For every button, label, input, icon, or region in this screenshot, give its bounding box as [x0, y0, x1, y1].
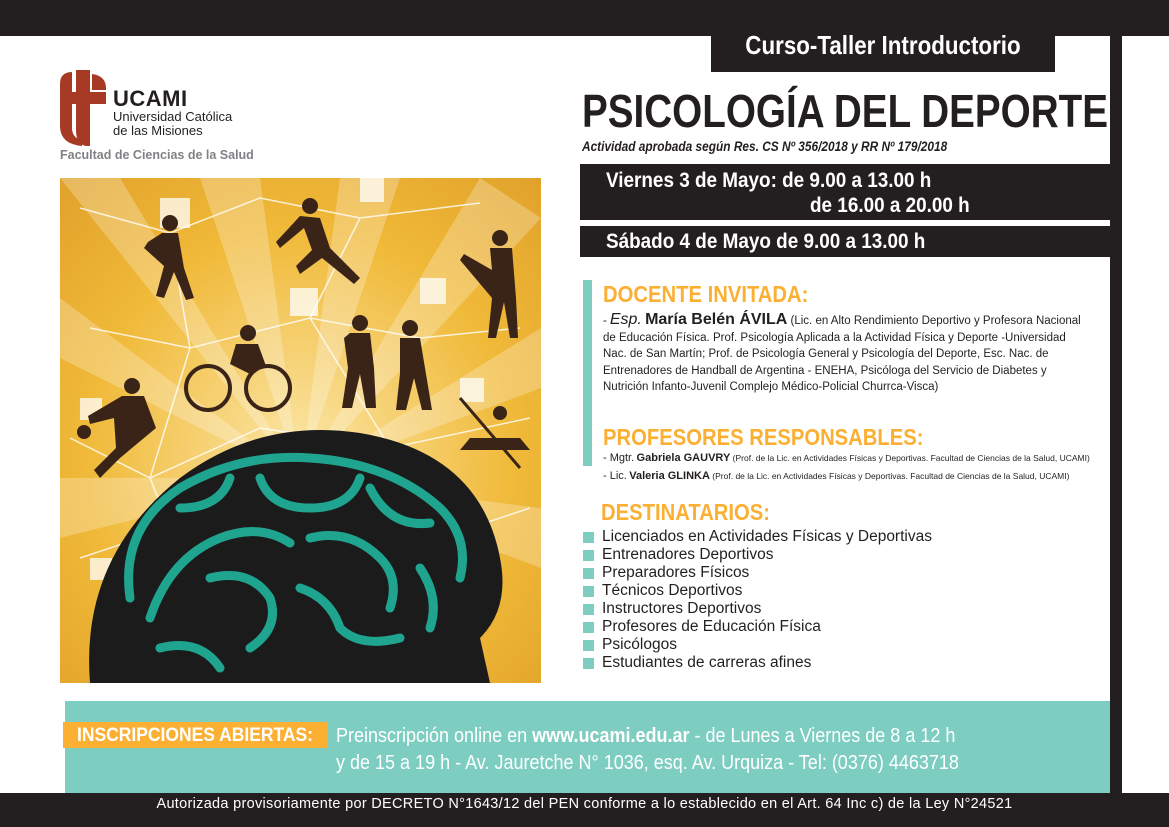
logo-subtitle-line-2: de las Misiones [113, 123, 203, 138]
teal-square-icon [583, 532, 594, 543]
page-title: PSICOLOGÍA DEL DEPORTE [582, 85, 1109, 137]
course-type-label: Curso-Taller Introductorio [745, 30, 1021, 60]
teal-square-icon [583, 604, 594, 615]
list-item-label: Técnicos Deportivos [602, 582, 743, 599]
list-item [583, 582, 932, 600]
list-item-label: Estudiantes de carreras afines [602, 654, 812, 671]
audience-heading: DESTINATARIOS: [601, 499, 771, 525]
decree-note: Autorizada provisoriamente por DECRETO N°1643/12 del PEN conforme a lo establecido en el Art. 64 Inc c) de la Ley N°24521 [156, 796, 1013, 812]
teal-square-icon [583, 568, 594, 579]
logo-subtitle [113, 110, 232, 138]
list-item [583, 546, 932, 564]
list-item-label: Licenciados en Actividades Físicas y Deportivas [602, 528, 932, 545]
registration-line-1 [336, 725, 955, 748]
professor-item [603, 452, 1090, 464]
professors-heading: PROFESORES RESPONSABLES: [603, 424, 924, 450]
registration-label: INSCRIPCIONES ABIERTAS: [63, 722, 328, 748]
guest-prefix: Esp. [609, 311, 642, 328]
schedule-day-2: Sábado 4 de Mayo de 9.00 a 13.00 h [606, 230, 926, 253]
teal-square-icon [583, 658, 594, 669]
registration-url-link[interactable]: www.ucami.edu.ar [532, 725, 690, 747]
course-type-tag [711, 22, 1055, 72]
list-item [583, 564, 932, 582]
teal-square-icon [583, 586, 594, 597]
faculty-label: Facultad de Ciencias de la Salud [60, 148, 254, 162]
professor-item [603, 470, 1069, 482]
teal-square-icon [583, 550, 594, 561]
guest-bio: (Lic. en Alto Rendimiento Deportivo y Profesora Nacional de Educación Física. Prof. Psicología Aplicada a la Actividad Física y Deporte -Universidad Nac. de San Martín; Prof. de Psicología General y Psicología del Deporte, Esc. Nac. de Entrenadores de Handball de Argentina - ENEHA, Psicóloga del Servicio de Diabetes y Nutrición Infanto-Juvenil Complejo Médico-Policial Churrca-Visca) [603, 315, 1081, 393]
list-item-label: Profesores de Educación Física [602, 618, 821, 635]
schedule-day-1-line-2: de 16.00 a 20.00 h [810, 194, 970, 217]
registration-line-2: y de 15 a 19 h - Av. Jauretche N° 1036, esq. Av. Urquiza - Tel: (0376) 4463718 [336, 752, 959, 774]
sports-brain-illustration-icon [60, 178, 541, 683]
professor-title: - Mgtr. [603, 452, 635, 464]
list-item-label: Preparadores Físicos [602, 564, 750, 581]
teal-square-icon [583, 640, 594, 651]
list-item [583, 636, 932, 654]
list-item-label: Entrenadores Deportivos [602, 546, 774, 563]
list-item [583, 654, 932, 672]
list-item-label: Psicólogos [602, 636, 677, 653]
professor-name: Gabriela GAUVRY [636, 452, 731, 464]
professor-title: - Lic. [603, 470, 627, 482]
professor-note: (Prof. de la Lic. en Actividades Físicas y Deportivas. Facultad de Ciencias de la Salud, UCAMI) [732, 453, 1090, 463]
right-edge-bar [1110, 36, 1122, 808]
list-item-label: Instructores Deportivos [602, 600, 762, 617]
guest-bio-block [603, 312, 1083, 396]
guest-name: María Belén ÁVILA [645, 311, 788, 328]
guest-heading: DOCENTE INVITADA: [603, 281, 809, 307]
schedule-day-1-line-1: Viernes 3 de Mayo: de 9.00 a 13.00 h [606, 169, 932, 192]
registration-text: Preinscripción online en [336, 725, 533, 747]
professor-note: (Prof. de la Lic. en Actividades Físicas y Deportivas. Facultad de Ciencias de la Salud, UCAMI) [712, 471, 1070, 481]
list-item [583, 618, 932, 636]
logo-subtitle-line-1: Universidad Católica [113, 109, 233, 124]
list-item [583, 528, 932, 546]
teal-square-icon [583, 622, 594, 633]
guest-dash: - [603, 315, 607, 327]
logo-name: UCAMI [113, 86, 188, 111]
professor-name: Valeria GLINKA [629, 470, 710, 482]
ucami-cross-logo-icon [60, 70, 106, 146]
accent-bar [583, 280, 592, 466]
audience-list [583, 528, 932, 672]
registration-hours: - de Lunes a Viernes de 8 a 12 h [689, 725, 956, 747]
list-item [583, 600, 932, 618]
approval-note: Actividad aprobada según Res. CS Nº 356/2018 y RR Nº 179/2018 [582, 139, 948, 154]
